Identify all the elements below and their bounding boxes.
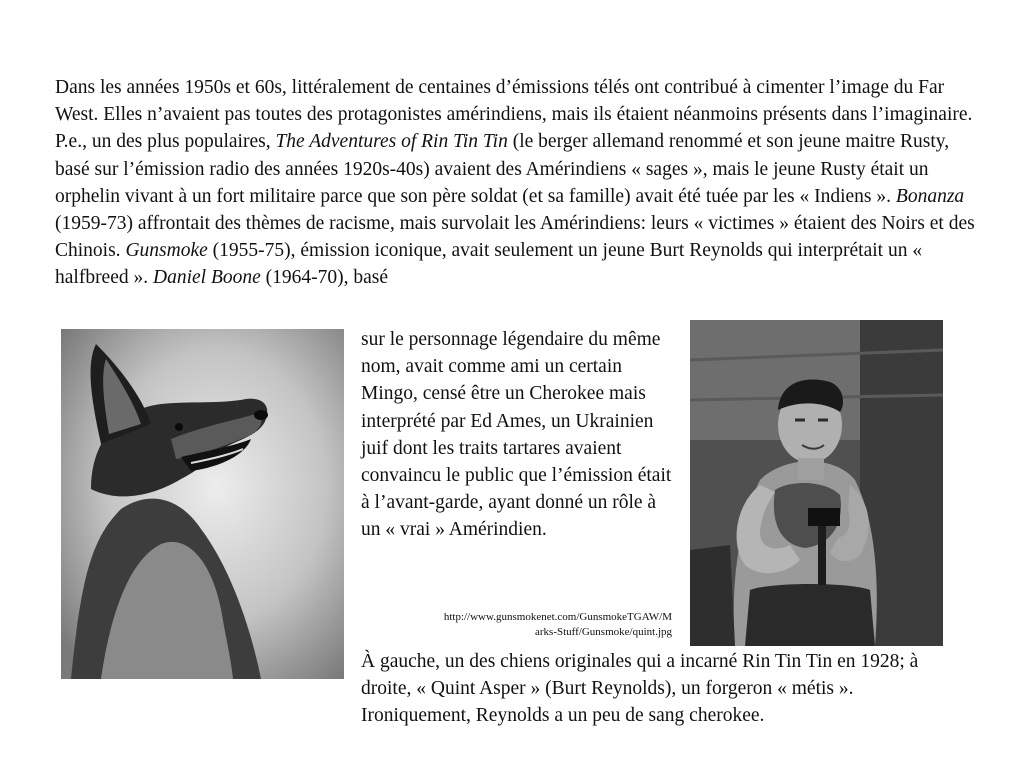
show-title-bonanza: Bonanza xyxy=(895,185,965,207)
show-title-daniel-boone: Daniel Boone xyxy=(153,267,261,289)
show-title-gunsmoke: Gunsmoke xyxy=(125,240,208,262)
photo-caption: À gauche, un des chiens originales qui a incarné Rin Tin Tin en 1928; à droite, « Quint Asper » (Burt Reynolds), un forgeron « métis ». Ironiquement, Reynolds a un peu de sang cherokee. xyxy=(361,651,919,727)
show-title-rin-tin-tin: The Adventures of Rin Tin Tin xyxy=(275,131,508,153)
intro-text-4: (1955-75), émission iconique, avait seulement un jeune Burt Reynolds qui interprétait un « halfbreed ». xyxy=(55,240,923,289)
intro-paragraph xyxy=(55,74,975,292)
dog-photo-illustration xyxy=(61,329,344,679)
rin-tin-tin-dog-photo xyxy=(61,329,344,679)
intro-text-1: Dans les années 1950s et 60s, littéralement de centaines d’émissions télés ont contribué à cimenter l’image du Far West. Elles n’avaient pas toutes des protagonistes amérindiens, mais ils étaient néanmoins présents dans l’imaginaire. P.e., un des plus populaires, xyxy=(55,77,973,153)
image-source-url: http://www.gunsmokenet.com/GunsmokeTGAW/Marks-Stuff/Gunsmoke/quint.jpg xyxy=(443,611,672,638)
intro-text-3: (1959-73) affrontait des thèmes de racisme, mais survolait les Amérindiens: leurs « victimes » étaient des Noirs et des Chinois. xyxy=(55,213,975,262)
blacksmith-photo-illustration xyxy=(690,320,943,646)
intro-text-2: (le berger allemand renommé et son jeune maitre Rusty, basé sur l’émission radio des années 1920s-40s) avaient des Amérindiens « sages », mais le jeune Rusty était un orphelin vivant à un fort militaire parce que son père soldat (et sa famille) avait été tuée par les « Indiens ». xyxy=(55,131,950,207)
intro-text-5: (1964-70), basé xyxy=(260,267,389,289)
burt-reynolds-blacksmith-photo xyxy=(690,320,943,646)
daniel-boone-paragraph: sur le personnage légendaire du même nom, avait comme ami un certain Mingo, censé être un Cherokee mais interprété par Ed Ames, un Ukrainien juif dont les traits tartares avaient convaincu le public que l’émission était à l’avant-garde, ayant donné un rôle à un « vrai » Amérindien. xyxy=(361,329,672,541)
